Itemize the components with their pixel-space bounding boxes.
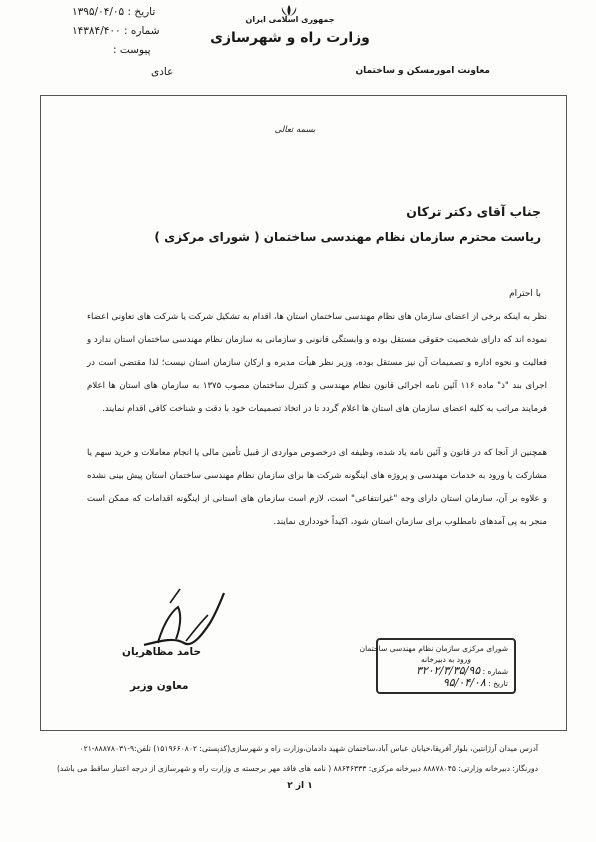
- government-title: جمهوری اسلامی ایران: [245, 15, 335, 24]
- ministry-title: وزارت راه و شهرسازی: [210, 30, 370, 46]
- stamp-date-label: تاریخ :: [488, 679, 508, 688]
- body-paragraph-2: همچنین از آنجا که در قانون و آئین نامه یاد شده، وظیفه ای درخصوص مواردی از قبیل تأمین مالی یا انجام معاملات و خرید سهم یا مشارکت یا ورود به خدمات مهندسی و پروژه های اینگونه شرکت ها برای سازمان نظام مهندسی ساختمان استان پیش بینی نشده و علاوه بر آن، سازمان استان دارای وجه "غیرانتفاعی" است، لازم است سازمان های استانی از اینگونه اقدامات که ممکن است منجر به پی آمدهای نامطلوب برای سازمان استان شود، اکیداً خودداری نمایند.: [87, 448, 547, 527]
- stamp-date-value: ۹۵/۰۴/۰۸: [442, 676, 486, 689]
- recipient-name: جناب آقای دکتر ترکان: [406, 204, 541, 219]
- stamp-number-value: ۳۲۰۲/۳/۳۵/۹۵: [415, 664, 481, 677]
- letter-priority: عادی: [151, 66, 174, 78]
- recipient-title: ریاست محترم سازمان نظام مهندسی ساختمان ( شورای مرکزی ): [154, 230, 541, 244]
- received-stamp: [359, 638, 516, 694]
- footer-address: آدرس میدان آرژانتین، بلوار آفریقا،خیابان عباس آباد،ساختمان شهید دادمان،وزارت راه و شهرسازی(کدپستی: ۱۵۱۹۶۶۰۸۰۲) تلفن:۹-۸۸۸۷۸۰۳۱-۰۲۱: [79, 744, 538, 753]
- deputy-office: معاونت امورمسکن و ساختمان: [355, 66, 490, 76]
- bismillah: بسمه تعالی: [274, 125, 316, 135]
- page-number: ۱ از ۲: [287, 781, 313, 791]
- letter-number: شماره : ۱۴۳۸۴/۴۰۰: [72, 25, 160, 37]
- stamp-label: ورود به دبیرخانه: [421, 655, 471, 664]
- signer-name: حامد مظاهریان: [122, 646, 202, 658]
- body-paragraph-1: نظر به اینکه برخی از اعضای سازمان های نظام مهندسی ساختمان استان ها، اقدام به تشکیل شرکت یا شرکت های تعاونی اعضاء نموده اند که دارای شخصیت حقوقی مستقل بوده و وابستگی قانونی و سازمانی به سازمان نظام مهندسی ساختمان استان ندارد و فعالیت و نحوه اداره و تصمیمات آن نیز مستقل بوده، وزیر نظر هیأت مدیره و ارکان سازمان استان نیست؛ لذا مقتضی است در اجرای بند "ذ" ماده ۱۱۶ آئین نامه اجرائی قانون نظام مهندسی و کنترل ساختمان مصوب ۱۳۷۵ به سازمان های استان ها اعلام فرمایند مراتب به کلیه اعضای سازمان های استان ها اعلام گردد تا در اتخاذ تصمیمات خود با دقت و شناخت کافی اقدام نمایند.: [87, 312, 547, 414]
- letter-attachment: پیوست :: [113, 44, 151, 56]
- stamp-number-label: شماره :: [482, 667, 508, 676]
- handwritten-signature: [140, 585, 230, 655]
- stamp-org: شورای مرکزی سازمان نظام مهندسی ساختمان: [359, 644, 508, 653]
- stamp-date-row: [384, 677, 508, 689]
- footer-secretariat: دورنگار: دبیرخانه وزارتی: ۸۸۸۷۸۰۴۵ دبیرخانه مرکزی: ۸۸۶۴۶۳۳۳ ( نامه های فاقد مهر برجسته ی وزارت راه و شهرسازی از درجه اعتبار ساقط می باشد): [56, 764, 538, 773]
- greeting: با احترام: [509, 289, 541, 299]
- signer-title: معاون وزیر: [130, 680, 189, 692]
- letter-date: تاریخ : ۱۳۹۵/۰۴/۰۵: [72, 6, 156, 18]
